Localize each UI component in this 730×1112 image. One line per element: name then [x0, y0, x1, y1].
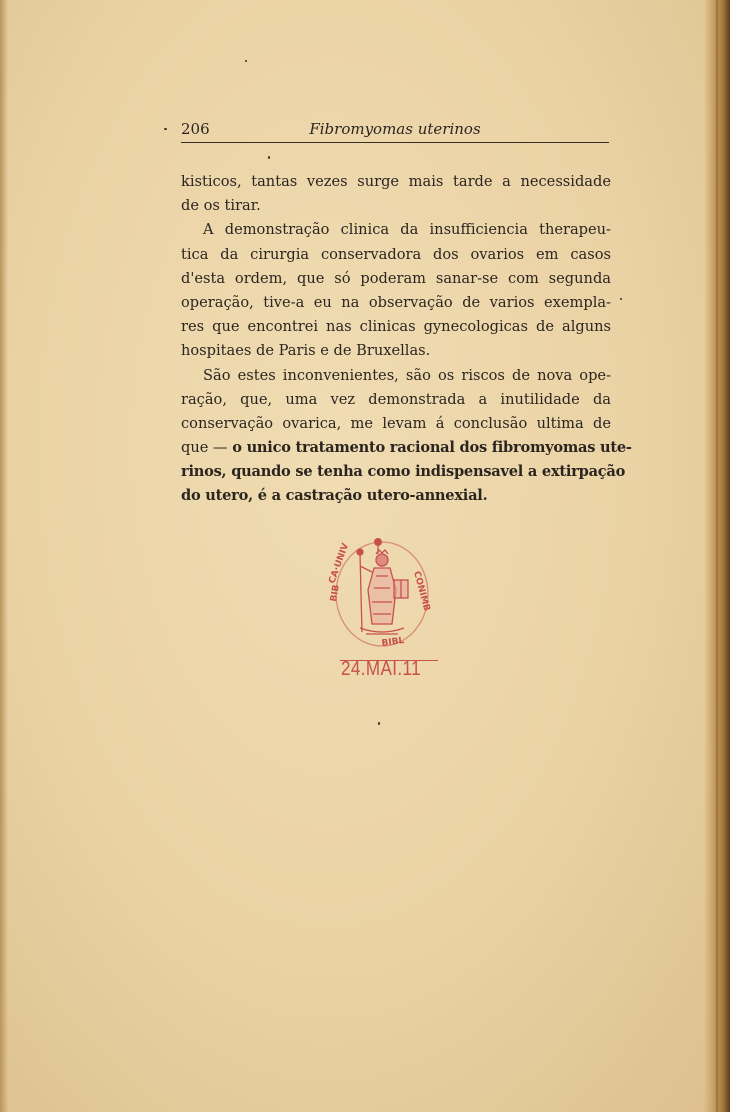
svg-text:BIB: BIB [329, 583, 342, 603]
text-line-bold: do utero, é a castração utero-annexial. [181, 487, 488, 505]
text-line: São estes inconvenientes, são os riscos de nova ope- [203, 366, 611, 384]
svg-text:BIBL: BIBL [381, 635, 406, 649]
body-text [181, 170, 632, 509]
text-line: hospitaes de Paris e de Bruxellas. [181, 342, 431, 360]
text-line: A demonstração clinica da insufficiencia therapeu- [203, 221, 611, 239]
paragraph-3 [181, 364, 632, 509]
text-line-mixed [181, 436, 632, 460]
paragraph-2 [181, 218, 611, 363]
text-line: ração, que, uma vez demonstrada a inutilidade da [181, 390, 611, 408]
text-line: d'esta ordem, que só poderam sanar-se com segunda [181, 269, 611, 287]
page-edge-line [716, 0, 718, 1112]
paragraph-1 [181, 170, 611, 218]
text-line: res que encontrei nas clinicas gynecologicas de alguns [181, 318, 611, 336]
text-line: operação, tive-a eu na observação de varios exempla- [181, 293, 611, 311]
ink-speck [620, 298, 622, 300]
text-prefix: que — [181, 439, 233, 457]
running-header [181, 118, 609, 143]
svg-text:CONIMB: CONIMB [411, 570, 432, 613]
svg-text:CA·UNIV: CA·UNIV [327, 541, 352, 586]
page-left-shadow [0, 0, 8, 1112]
ink-speck [164, 128, 167, 130]
page-number: 206 [181, 120, 210, 138]
running-title: Fibromyomas uterinos [309, 120, 481, 138]
ink-speck [378, 722, 380, 725]
stamp-date: 24.MAI.11 [341, 658, 422, 680]
bold-text: o unico tratamento racional dos fibromyomas ute- [232, 439, 632, 457]
text-line: de os tirar. [181, 197, 261, 215]
text-line: tica da cirurgia conservadora dos ovarios em casos [181, 245, 611, 263]
text-line: kisticos, tantas vezes surge mais tarde a necessidade [181, 173, 611, 190]
text-line: conservação ovarica, me levam á conclusão ultima de [181, 414, 611, 432]
library-stamp-icon [326, 532, 438, 652]
text-line-bold: rinos, quando se tenha como indispensavel a extirpação [181, 463, 626, 481]
ink-speck [268, 156, 270, 159]
ink-speck [245, 60, 247, 62]
